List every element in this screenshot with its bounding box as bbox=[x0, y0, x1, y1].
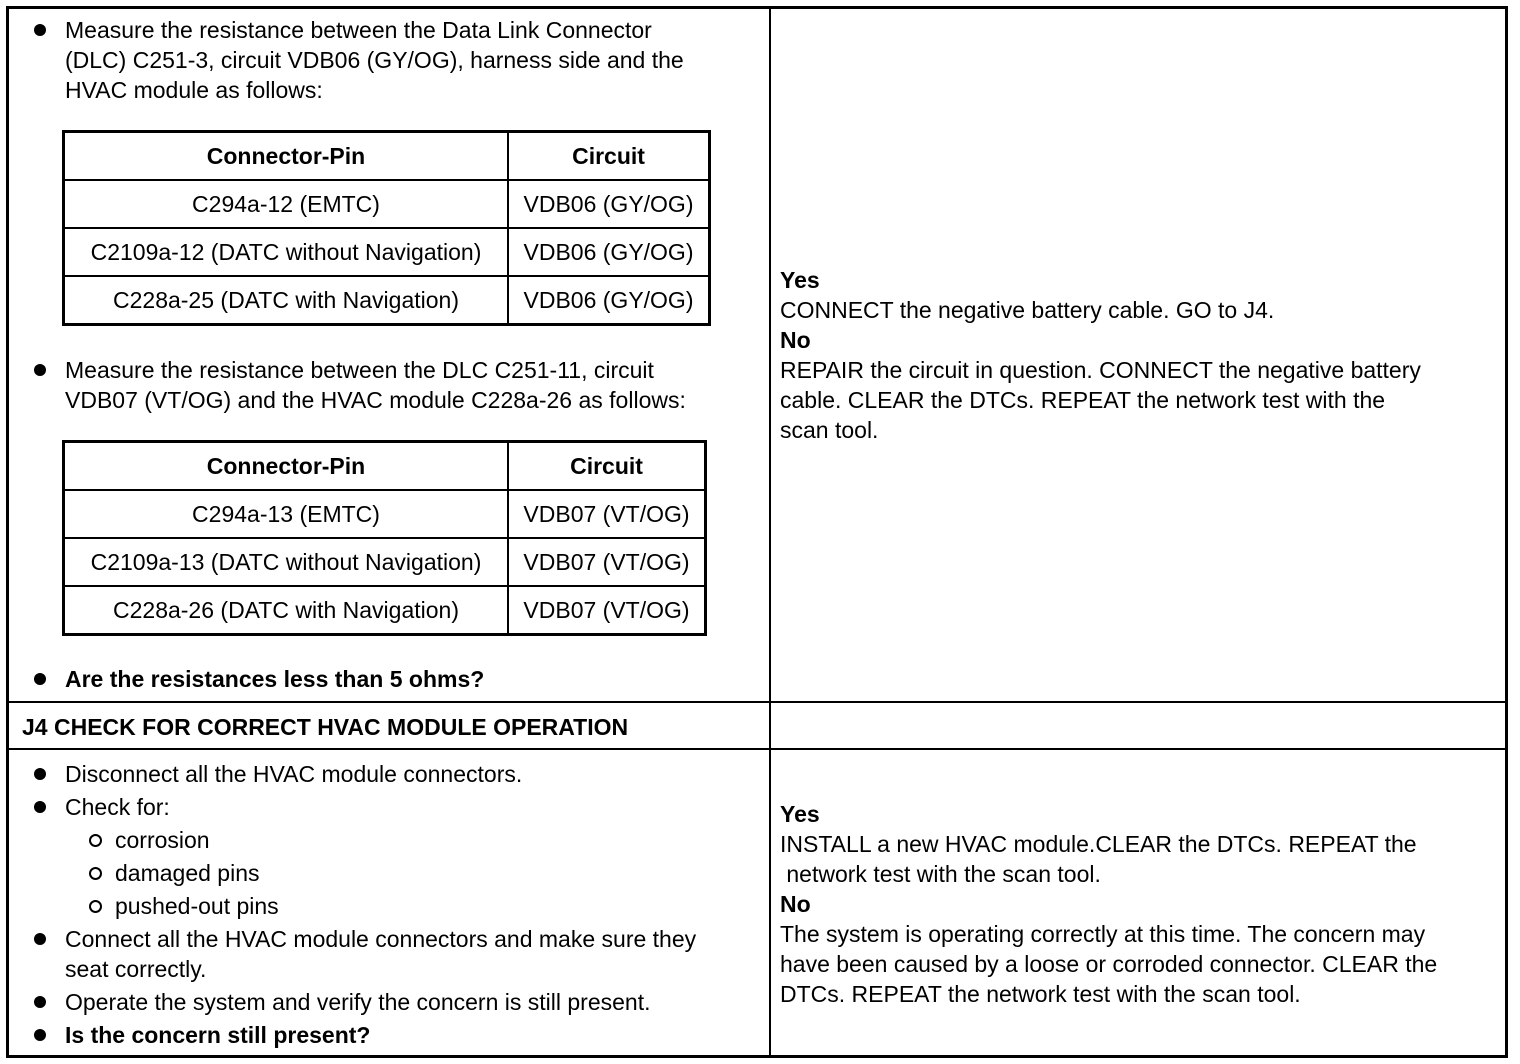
j4-no-line-3: DTCs. REPEAT the network test with the scan tool. bbox=[780, 981, 1301, 1007]
j4-bullet-4: Operate the system and verify the concern is still present. bbox=[8, 987, 768, 1017]
j4-sub-item-corrosion: corrosion bbox=[8, 825, 768, 855]
header-circuit: Circuit bbox=[508, 132, 710, 181]
j4-sub-item-damaged-pins: damaged pins bbox=[8, 858, 768, 888]
table-header-row bbox=[64, 132, 710, 181]
j3-no-label: No bbox=[780, 327, 811, 353]
j3-instructions-2 bbox=[8, 355, 768, 415]
j4-question: Is the concern still present? bbox=[8, 1020, 768, 1050]
header-connector-pin: Connector-Pin bbox=[64, 132, 509, 181]
cell-circuit: VDB06 (GY/OG) bbox=[508, 228, 710, 276]
table-row bbox=[64, 180, 710, 228]
j4-bullet-3 bbox=[8, 924, 768, 984]
j3-question-block bbox=[8, 664, 768, 694]
j3-bullet-2-line-2: VDB07 (VT/OG) and the HVAC module C228a-26 as follows: bbox=[65, 387, 686, 413]
table-row bbox=[64, 276, 710, 325]
table-header-row bbox=[64, 442, 706, 491]
cell-pin: C2109a-13 (DATC without Navigation) bbox=[64, 538, 509, 586]
j4-yes-label: Yes bbox=[780, 801, 820, 827]
j3-bullet-1-line-2: (DLC) C251-3, circuit VDB06 (GY/OG), harness side and the bbox=[65, 47, 684, 73]
j4-no-line-2: have been caused by a loose or corroded connector. CLEAR the bbox=[780, 951, 1438, 977]
j3-question: Are the resistances less than 5 ohms? bbox=[8, 664, 768, 694]
j3-instructions bbox=[8, 15, 768, 105]
j4-no-label: No bbox=[780, 891, 811, 917]
cell-circuit: VDB06 (GY/OG) bbox=[508, 276, 710, 325]
row-divider-1 bbox=[6, 701, 1508, 703]
cell-pin: C294a-12 (EMTC) bbox=[64, 180, 509, 228]
j3-bullet-1-line-3: HVAC module as follows: bbox=[65, 77, 323, 103]
j3-yes-label: Yes bbox=[780, 267, 820, 293]
j3-table-vdb06 bbox=[62, 130, 711, 326]
j4-bullet-3-line-1: Connect all the HVAC module connectors and make sure they bbox=[65, 926, 697, 952]
cell-circuit: VDB07 (VT/OG) bbox=[508, 586, 706, 635]
table-row bbox=[64, 490, 706, 538]
j4-yes-line-1: INSTALL a new HVAC module.CLEAR the DTCs. REPEAT the bbox=[780, 831, 1417, 857]
cell-circuit: VDB07 (VT/OG) bbox=[508, 490, 706, 538]
cell-circuit: VDB06 (GY/OG) bbox=[508, 180, 710, 228]
j3-yes-text: CONNECT the negative battery cable. GO to J4. bbox=[780, 297, 1275, 323]
j3-bullet-2 bbox=[8, 355, 768, 415]
cell-pin: C228a-25 (DATC with Navigation) bbox=[64, 276, 509, 325]
column-divider bbox=[769, 6, 771, 1058]
header-connector-pin: Connector-Pin bbox=[64, 442, 509, 491]
j3-bullet-2-line-1: Measure the resistance between the DLC C251-11, circuit bbox=[65, 357, 654, 383]
j3-no-line-2: cable. CLEAR the DTCs. REPEAT the network test with the bbox=[780, 387, 1386, 413]
j4-title: J4 CHECK FOR CORRECT HVAC MODULE OPERATION bbox=[22, 714, 629, 740]
j3-no-line-3: scan tool. bbox=[780, 417, 879, 443]
j3-table-vdb07 bbox=[62, 440, 707, 636]
cell-pin: C2109a-12 (DATC without Navigation) bbox=[64, 228, 509, 276]
j4-instructions bbox=[8, 759, 768, 1050]
j4-no-line-1: The system is operating correctly at this time. The concern may bbox=[780, 921, 1426, 947]
cell-pin: C294a-13 (EMTC) bbox=[64, 490, 509, 538]
j4-sub-item-pushed-out-pins: pushed-out pins bbox=[8, 891, 768, 921]
j3-no-line-1: REPAIR the circuit in question. CONNECT the negative battery bbox=[780, 357, 1421, 383]
row-divider-2 bbox=[6, 748, 1508, 750]
j4-bullet-3-line-2: seat correctly. bbox=[65, 956, 207, 982]
cell-circuit: VDB07 (VT/OG) bbox=[508, 538, 706, 586]
j4-bullet-1: Disconnect all the HVAC module connectors. bbox=[8, 759, 768, 789]
j3-results bbox=[780, 265, 1500, 445]
table-row bbox=[64, 586, 706, 635]
table-row bbox=[64, 538, 706, 586]
table-row bbox=[64, 228, 710, 276]
j4-results bbox=[780, 799, 1504, 1009]
header-circuit: Circuit bbox=[508, 442, 706, 491]
j4-yes-line-2: network test with the scan tool. bbox=[780, 861, 1101, 887]
cell-pin: C228a-26 (DATC with Navigation) bbox=[64, 586, 509, 635]
j3-bullet-1 bbox=[8, 15, 768, 105]
j4-bullet-2: Check for: bbox=[8, 792, 768, 822]
j3-bullet-1-line-1: Measure the resistance between the Data Link Connector bbox=[65, 17, 652, 43]
